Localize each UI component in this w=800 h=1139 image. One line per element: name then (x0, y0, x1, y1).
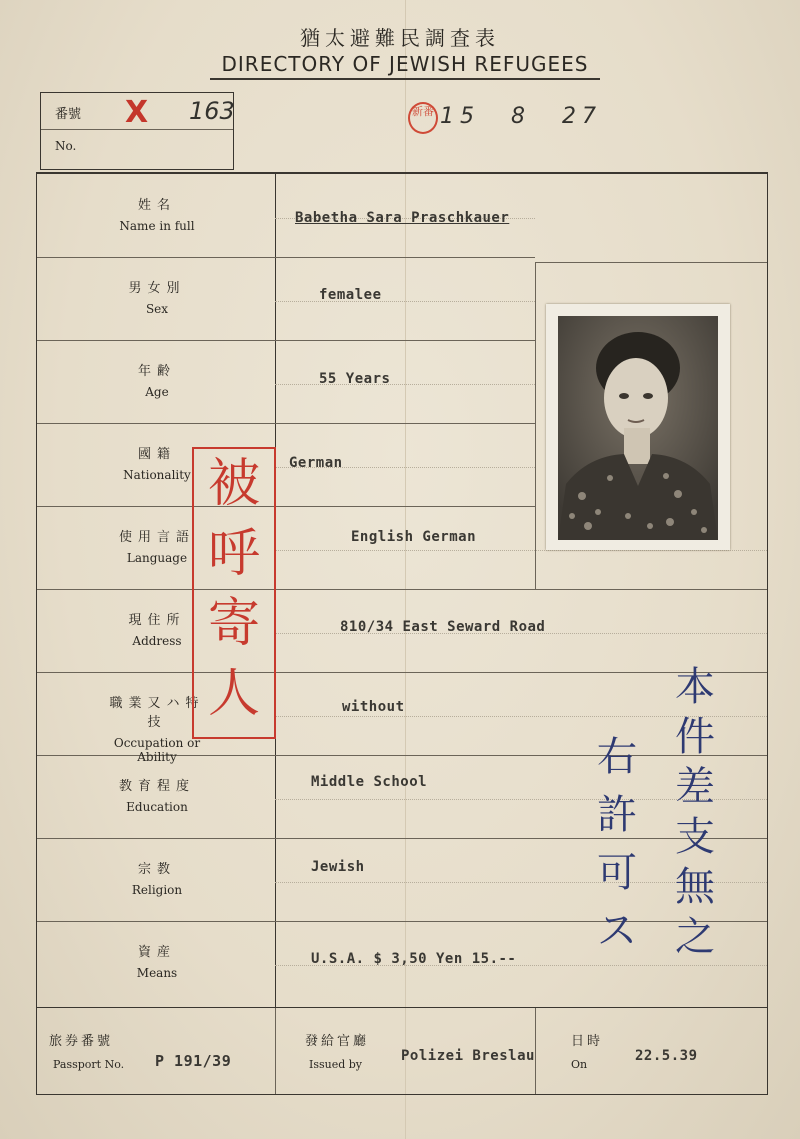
field-label (107, 921, 207, 980)
label-cn: 宗教 (137, 862, 176, 877)
hw-char: 可 (597, 850, 637, 896)
hw-char: 差 (675, 764, 715, 810)
field-row-age (37, 340, 275, 424)
number-box (40, 92, 234, 170)
religion-value: Jewish (311, 859, 365, 875)
issued-label-cn: 發給官廳 (305, 1034, 370, 1049)
education-value: Middle School (311, 774, 428, 790)
round-seal-stamp: 新番 (408, 102, 438, 134)
issued-value: Polizei Breslau (401, 1048, 535, 1064)
name-value: Babetha Sara Praschkauer (295, 210, 510, 226)
number-label-cn: 番號 (55, 107, 82, 122)
label-cn: 年齢 (137, 364, 176, 379)
stamp-char: 被 (207, 454, 260, 514)
passport-value: P 191/39 (155, 1052, 232, 1070)
stamp-char: 寄 (207, 594, 260, 654)
means-value: U.S.A. $ 3,50 Yen 15.-- (311, 951, 517, 967)
row-rule (275, 506, 535, 507)
date-label-cn: 日時 (571, 1034, 604, 1049)
issued-label-en: Issued by (309, 1058, 363, 1071)
hw-char: 右 (597, 734, 637, 780)
address-value: 810/34 East Seward Road (340, 619, 546, 635)
hw-char: 本 (675, 664, 715, 710)
footer-divider (275, 1008, 276, 1094)
hw-char: 之 (675, 914, 715, 960)
label-cn: 教育程度 (118, 779, 195, 794)
label-cn: 姓名 (137, 198, 176, 213)
sex-value: femalee (319, 287, 382, 303)
red-cross-mark: X (125, 95, 149, 130)
label-cn: 職業又ハ特技 (109, 696, 205, 730)
label-en: Language (126, 551, 188, 565)
red-vertical-stamp (192, 447, 276, 739)
field-row-sex (37, 257, 275, 341)
hw-char: 無 (675, 864, 715, 910)
field-row-name (37, 174, 275, 258)
language-value: English German (351, 529, 477, 545)
stamp-char: 呼 (207, 524, 260, 584)
field-row-religion (37, 838, 275, 922)
stamp-char: 人 (207, 664, 260, 724)
occupation-value: without (342, 699, 405, 715)
row-rule (275, 423, 535, 424)
date-value: 15 8 27 (440, 104, 602, 129)
title-chinese: 猶太避難民調査表 (300, 26, 500, 50)
field-row-education (37, 755, 275, 839)
label-en: Means (136, 966, 178, 980)
dotted-rule (275, 301, 535, 302)
portrait-image (558, 316, 718, 540)
label-en: Address (132, 634, 182, 648)
label-en: Religion (131, 883, 183, 897)
row-rule (535, 262, 767, 263)
label-en: Age (145, 385, 169, 399)
nationality-value: German (289, 455, 343, 471)
dotted-rule (275, 550, 767, 551)
field-label (107, 257, 207, 316)
row-rule (275, 589, 767, 590)
label-en: Occupation or Ability (113, 736, 201, 764)
label-cn: 男女別 (128, 281, 186, 296)
hw-char: 件 (675, 714, 715, 760)
hw-char: 支 (675, 814, 715, 860)
label-en: Name in full (119, 219, 195, 233)
field-label (107, 340, 207, 399)
dotted-rule (275, 384, 535, 385)
field-row-means (37, 921, 275, 1004)
footer-divider (535, 1008, 536, 1094)
label-en: Education (126, 800, 188, 814)
handwritten-approval-col2 (592, 728, 642, 960)
row-rule (275, 257, 535, 258)
age-value: 55 Years (319, 371, 391, 387)
date-label-en: On (571, 1058, 588, 1071)
date-issued-value: 22.5.39 (635, 1048, 698, 1064)
field-label (107, 838, 207, 897)
row-rule (275, 340, 535, 341)
field-label (107, 755, 207, 814)
passport-footer-row (37, 1007, 767, 1094)
portrait-photo (558, 316, 718, 540)
passport-label-cn: 旅券番號 (49, 1034, 114, 1049)
label-cn: 使用言語 (118, 530, 195, 545)
hw-char: ス (597, 908, 637, 954)
number-label-en: No. (55, 139, 77, 153)
handwritten-approval-col1 (670, 662, 720, 962)
field-label (107, 174, 207, 233)
photo-column-divider (535, 262, 536, 589)
label-en: Nationality (123, 468, 191, 482)
portrait-photo-frame (546, 304, 730, 550)
label-cn: 國籍 (137, 447, 176, 462)
title-english: DIRECTORY OF JEWISH REFUGEES (210, 52, 600, 80)
hw-char: 許 (597, 792, 637, 838)
passport-label-en: Passport No. (53, 1058, 125, 1071)
label-cn: 現住所 (128, 613, 186, 628)
label-cn: 資産 (137, 945, 176, 960)
label-en: Sex (145, 302, 169, 316)
number-value: 163 (189, 97, 235, 125)
